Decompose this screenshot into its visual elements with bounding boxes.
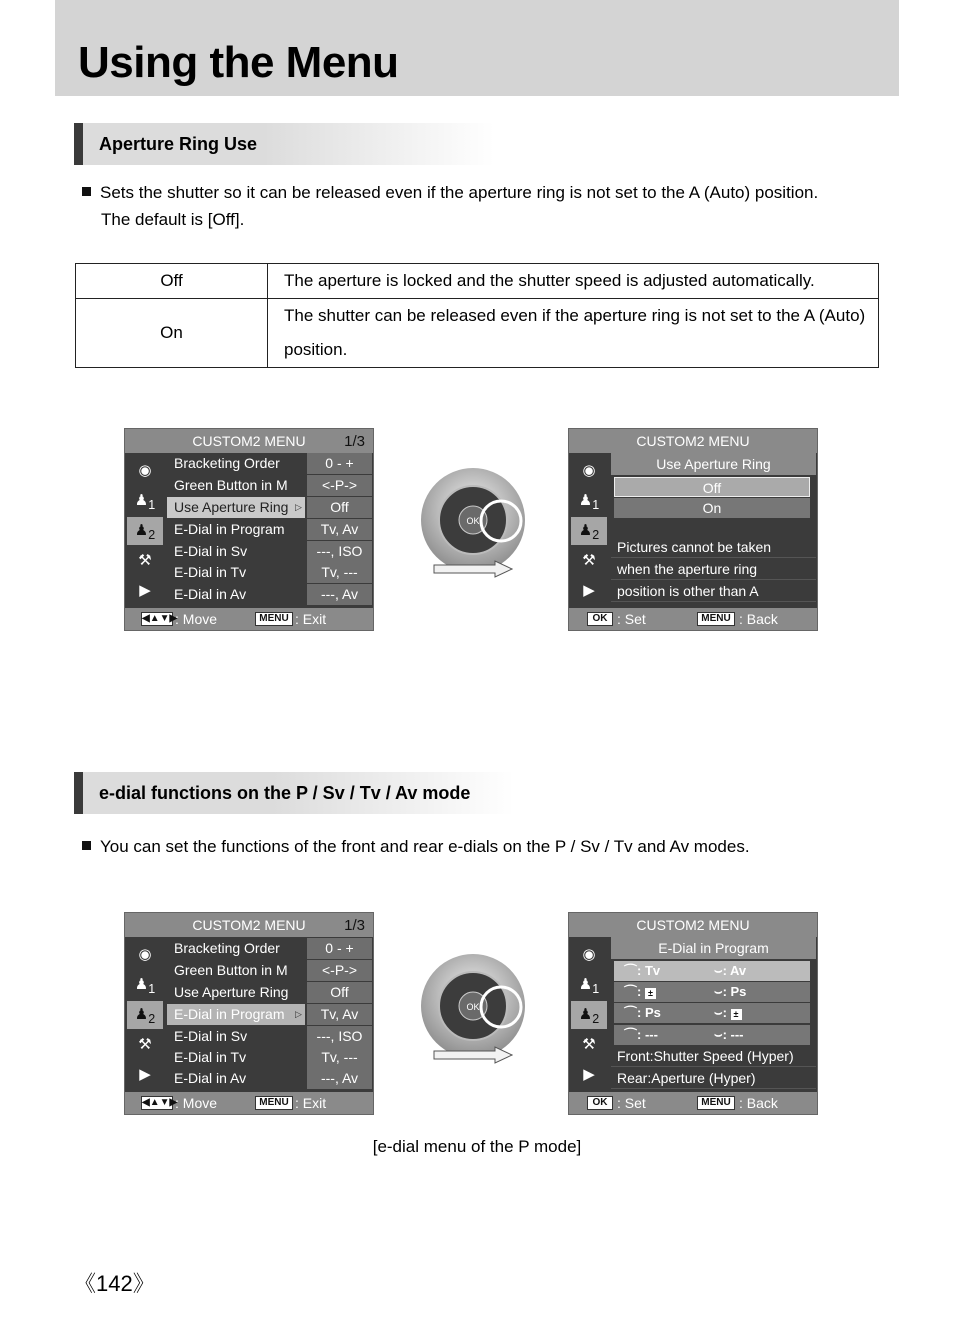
lcd-custom2-menu-1: [124, 428, 374, 631]
submenu-title: Use Aperture Ring: [611, 453, 816, 475]
menu-tabs: [571, 939, 607, 1089]
front-dial-icon: ⌒: [624, 1005, 638, 1020]
section-heading-aperture-ring: [74, 123, 494, 165]
bullet-line: Sets the shutter so it can be released even if the aperture ring is not set to the A (Auto) position.: [100, 183, 819, 202]
heading-text: Aperture Ring Use: [99, 134, 258, 154]
camera-icon[interactable]: ◉: [582, 462, 596, 479]
bullet-aperture: [82, 179, 818, 233]
front-dial-icon: ⌒: [624, 963, 638, 978]
play-icon[interactable]: ▶: [583, 1066, 595, 1083]
row-label: E-Dial in Av: [167, 1068, 305, 1089]
message-line: Pictures cannot be taken: [611, 537, 816, 558]
row-value: Tv, ---: [307, 1047, 372, 1068]
row-value: <-P->: [307, 475, 372, 496]
camera-icon[interactable]: ◉: [582, 946, 596, 963]
row-label: E-Dial in Tv: [167, 1047, 305, 1068]
play-icon[interactable]: ▶: [139, 582, 151, 599]
page-number: 《142》: [74, 1271, 155, 1296]
lcd-custom2-menu-2: [124, 912, 374, 1115]
front-value: : Ps: [637, 1005, 661, 1020]
menu-row[interactable]: [167, 1047, 372, 1068]
menu-tabs: [127, 455, 163, 605]
ok-key: OK: [587, 612, 613, 626]
section-heading-edial: [74, 772, 514, 814]
row-value: Tv, Av: [307, 519, 372, 540]
custom1-icon[interactable]: $♟_1$: [134, 492, 156, 512]
front-dial: [624, 961, 660, 981]
exposure-comp-icon: ±: [731, 1009, 742, 1020]
front-dial: [624, 1025, 658, 1045]
four-way-icon: ◀▲▼▶: [142, 613, 178, 624]
wrench-icon[interactable]: ⚒: [138, 1036, 152, 1053]
table-row: [76, 299, 879, 368]
footer-move: : Move: [175, 611, 218, 627]
row-label: E-Dial in Av: [167, 584, 305, 605]
option-on[interactable]: On: [614, 498, 810, 518]
lcd-header: [125, 913, 373, 937]
wrench-icon[interactable]: ⚒: [582, 552, 596, 569]
row-value: ---, ISO: [307, 541, 372, 562]
ok-key: OK: [587, 1096, 613, 1110]
triangle-right-icon: ▷: [295, 1009, 302, 1019]
lcd-header: [569, 429, 817, 453]
wrench-icon[interactable]: ⚒: [582, 1036, 596, 1053]
row-label: Green Button in M: [167, 475, 305, 496]
footer-set: : Set: [617, 1095, 646, 1111]
rear-dial-icon: ⌣: [714, 984, 723, 999]
custom1-icon[interactable]: $♟_1$: [134, 976, 156, 996]
wrench-icon[interactable]: ⚒: [138, 552, 152, 569]
table-key: On: [76, 299, 268, 368]
rear-dial: [714, 961, 746, 981]
menu-row[interactable]: [167, 584, 372, 605]
row-label: E-Dial in Program: [167, 519, 305, 540]
menu-row[interactable]: [167, 519, 372, 540]
front-value: : ---: [637, 1027, 658, 1042]
lcd-header: [125, 429, 373, 453]
menu-row[interactable]: [167, 453, 372, 474]
lcd-footer: [125, 608, 373, 630]
desc-line: The shutter can be released even if the aperture ring is not set to the A (Auto): [284, 306, 866, 325]
edial-option[interactable]: [614, 1025, 810, 1045]
row-value: Tv, Av: [307, 1004, 372, 1025]
play-icon[interactable]: ▶: [139, 1066, 151, 1083]
bullet-edial: [82, 833, 750, 860]
lcd-page: 1/3: [344, 433, 365, 450]
rear-value: : ---: [722, 1027, 744, 1042]
custom2-icon[interactable]: $♟_2$: [127, 1001, 163, 1029]
row-value: ---, ISO: [307, 1026, 372, 1047]
row-label: Use Aperture Ring: [167, 982, 305, 1003]
bullet-square: [82, 187, 91, 196]
message-line: Rear:Aperture (Hyper): [611, 1068, 816, 1089]
aperture-options-table: [75, 263, 879, 368]
heading-bar: [74, 123, 83, 165]
custom2-icon[interactable]: $♟_2$: [127, 517, 163, 545]
lcd-use-aperture-ring: [568, 428, 818, 631]
menu-tabs: [127, 939, 163, 1089]
heading-text: e-dial functions on the P / Sv / Tv / Av mode: [99, 783, 471, 803]
row-value: ---, Av: [307, 584, 372, 605]
table-row: [76, 264, 879, 299]
front-value: : Tv: [637, 963, 661, 978]
row-label: Bracketing Order: [167, 938, 305, 959]
menu-row[interactable]: [167, 1068, 372, 1089]
footer-move: : Move: [175, 1095, 218, 1111]
row-label: E-Dial in Tv: [167, 562, 305, 583]
four-way-icon: ◀▲▼▶: [142, 1097, 178, 1108]
row-label: Bracketing Order: [167, 453, 305, 474]
rear-value: : Ps: [722, 984, 747, 999]
menu-row[interactable]: [167, 1026, 372, 1047]
table-desc: The aperture is locked and the shutter speed is adjusted automatically.: [268, 264, 879, 299]
row-label: Use Aperture Ring: [167, 497, 305, 518]
row-label: Green Button in M: [167, 960, 305, 981]
play-icon[interactable]: ▶: [583, 582, 595, 599]
menu-key: MENU: [697, 1096, 735, 1110]
custom1-icon[interactable]: $♟_1$: [578, 492, 600, 512]
edial-option[interactable]: [614, 1003, 810, 1023]
front-dial: [624, 1003, 661, 1023]
table-desc: [268, 299, 879, 368]
heading-bar: [74, 772, 83, 814]
row-value: 0 - +: [307, 453, 372, 474]
menu-row[interactable]: [167, 982, 372, 1003]
lcd-footer: [125, 1092, 373, 1114]
message-line: position is other than A: [611, 581, 816, 602]
lcd-edial-in-program: [568, 912, 818, 1115]
row-value: Tv, ---: [307, 562, 372, 583]
camera-icon[interactable]: ◉: [138, 462, 152, 479]
footer-exit: : Exit: [295, 1095, 327, 1111]
custom2-icon[interactable]: $♟_2$: [571, 517, 607, 545]
message-line: when the aperture ring: [611, 559, 816, 580]
arrow-right-icon: [433, 1046, 513, 1064]
bullet-line: You can set the functions of the front and rear e-dials on the P / Sv / Tv and Av modes.: [100, 837, 750, 856]
row-value: 0 - +: [307, 938, 372, 959]
menu-row[interactable]: [167, 475, 372, 496]
footer-back: : Back: [739, 1095, 778, 1111]
rear-dial: [714, 1025, 744, 1045]
rear-dial-icon: ⌣: [714, 963, 723, 978]
page-title: Using the Menu: [78, 38, 399, 87]
rear-dial: [714, 982, 746, 1002]
option-off[interactable]: Off: [614, 477, 810, 497]
lcd-title: CUSTOM2 MENU: [636, 917, 750, 933]
lcd-title: CUSTOM2 MENU: [192, 433, 306, 449]
menu-key: MENU: [697, 612, 735, 626]
lcd-title: CUSTOM2 MENU: [636, 433, 750, 449]
rear-dial-icon: ⌣: [714, 1027, 723, 1042]
rear-dial-icon: ⌣: [714, 1005, 723, 1020]
menu-row-selected[interactable]: [167, 497, 372, 518]
lcd-footer: [569, 1092, 817, 1114]
rear-dial: [714, 1003, 742, 1023]
row-value: Off: [307, 497, 372, 518]
menu-row[interactable]: [167, 562, 372, 583]
front-dial: [624, 982, 656, 1002]
front-value: :: [637, 984, 642, 999]
ok-label: OK: [466, 1002, 480, 1012]
front-dial-icon: ⌒: [624, 1027, 638, 1042]
menu-key: MENU: [255, 1096, 293, 1110]
menu-row[interactable]: [167, 541, 372, 562]
footer-exit: : Exit: [295, 611, 327, 627]
ok-label: OK: [466, 516, 480, 526]
figure-caption: [e-dial menu of the P mode]: [372, 1137, 582, 1156]
menu-row[interactable]: [167, 960, 372, 981]
arrow-right-icon: [433, 560, 513, 578]
menu-key: MENU: [255, 612, 293, 626]
submenu-title: E-Dial in Program: [611, 937, 816, 959]
menu-row[interactable]: [167, 938, 372, 959]
footer-set: : Set: [617, 611, 646, 627]
lcd-page: 1/3: [344, 917, 365, 934]
edial-option[interactable]: [614, 982, 810, 1002]
desc-line: position.: [284, 340, 348, 359]
row-value: Off: [307, 982, 372, 1003]
row-label: E-Dial in Program: [167, 1004, 305, 1025]
row-label: E-Dial in Sv: [167, 1026, 305, 1047]
footer-back: : Back: [739, 611, 778, 627]
message-line: Front:Shutter Speed (Hyper): [611, 1046, 816, 1067]
edial-option[interactable]: [614, 961, 810, 981]
table-key: Off: [76, 264, 268, 299]
exposure-comp-icon: ±: [645, 988, 656, 999]
custom2-icon[interactable]: $♟_2$: [571, 1001, 607, 1029]
row-label: E-Dial in Sv: [167, 541, 305, 562]
lcd-title: CUSTOM2 MENU: [192, 917, 306, 933]
row-value: ---, Av: [307, 1068, 372, 1089]
custom1-icon[interactable]: $♟_1$: [578, 976, 600, 996]
lcd-footer: [569, 608, 817, 630]
front-dial-icon: ⌒: [624, 984, 638, 999]
triangle-right-icon: ▷: [295, 502, 302, 512]
rear-value: :: [722, 1005, 727, 1020]
menu-row-selected[interactable]: [167, 1004, 372, 1025]
bullet-line: The default is [Off].: [101, 210, 245, 229]
lcd-header: [569, 913, 817, 937]
rear-value: : Av: [722, 963, 747, 978]
camera-icon[interactable]: ◉: [138, 946, 152, 963]
menu-tabs: [571, 455, 607, 605]
bullet-square: [82, 841, 91, 850]
row-value: <-P->: [307, 960, 372, 981]
